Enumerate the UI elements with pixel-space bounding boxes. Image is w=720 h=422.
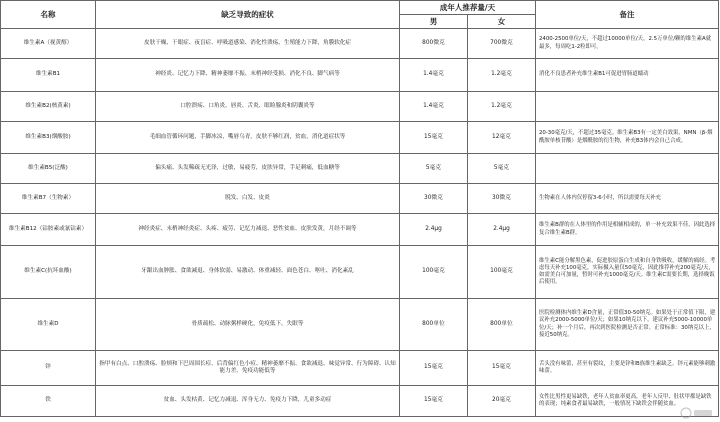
male-rda-cell: 5毫克 [400,154,468,184]
table-row [1,184,719,214]
symptoms-cell: 指甲有白点、口腔溃疡、脸颊和下巴周围长痘、后背偏红色小痘、精神萎靡不振、食欲减退、味觉异常、行为障碍、认知能力差、免疫功能低等 [96,351,400,386]
notes-cell: 维生素C能分解黑色素，促进胶原蛋白生成和自身铁吸收，缓解的痛经。考虑每天补充100毫克，实际摄入量仅50毫克，因此推荐补充200毫克/天，如需美白可加量，暂时可补充1000毫克/天。维生素C需要长期，选择晚饭后使用。 [536,246,719,299]
symptoms-cell: 毛细血管循环问题，手脚冰凉，嘴唇乌青，皮肤不够红润，贫血，消化道症状等 [96,122,400,154]
header-female: 女 [468,15,536,29]
male-rda-cell: 15毫克 [400,386,468,417]
male-rda-cell: 800单位 [400,299,468,351]
symptoms-cell: 牙龈出血肿胀、食欲减退、身体软弱、易激动、体重减轻、面色苍白、呕吐、消化紊乱 [96,246,400,299]
notes-cell: 消化不良患者补充维生素B1可促进胃肠道蠕动 [536,59,719,92]
vitamin-name-cell: 维生素B12（钴胺素或氰钴素） [1,214,96,246]
table-row [1,246,719,299]
header-name: 名称 [1,1,96,29]
symptoms-cell: 骨质疏松、动脉粥样硬化，免疫低下，失眠等 [96,299,400,351]
symptoms-cell: 神经炎、记忆力下降、精神萎靡不振、末梢神经受损、消化不良、脚气病等 [96,59,400,92]
watermark-logo [680,406,714,420]
table-row [1,154,719,184]
table-row [1,214,719,246]
male-rda-cell: 100毫克 [400,246,468,299]
notes-cell [536,154,719,184]
male-rda-cell: 30微克 [400,184,468,214]
female-rda-cell: 1.2毫克 [468,92,536,122]
symptoms-cell: 口腔溃疡、口角炎、唇炎、舌炎、眼睑腺炎和阴囊炎等 [96,92,400,122]
notes-cell: 20-30毫克/天，不超过35毫克。维生素B3有一定美白效果，NMN（β-烟酰胺单核苷酸）是烟酰胺的衍生物，补充B3体内会自己合成。 [536,122,719,154]
table-row [1,386,719,417]
female-rda-cell: 12毫克 [468,122,536,154]
vitamin-name-cell: 锌 [1,351,96,386]
vitamin-name-cell: 维生素B1 [1,59,96,92]
male-rda-cell: 15毫克 [400,351,468,386]
symptoms-cell: 神经炎症、末梢神经炎症、头疼、疲劳、记忆力减退、恶性贫血、皮肤发黄，月经不调等 [96,214,400,246]
female-rda-cell: 15毫克 [468,351,536,386]
female-rda-cell: 20毫克 [468,386,536,417]
header-notes: 备注 [536,1,719,29]
female-rda-cell: 2.4μg [468,214,536,246]
vitamin-name-cell: 维生素D [1,299,96,351]
table-row [1,29,719,59]
female-rda-cell: 700微克 [468,29,536,59]
header-adult-rda: 成年人推荐量/天 [400,1,536,15]
vitamin-name-cell: 维生素B3(烟酸胺) [1,122,96,154]
table-row [1,299,719,351]
header-male: 男 [400,15,468,29]
header-symptoms: 缺乏导致的症状 [96,1,400,29]
vitamin-name-cell: 铁 [1,386,96,417]
vitamin-name-cell: 维生素B2(核黄素) [1,92,96,122]
vitamin-name-cell: 维生素C(抗坏血酸) [1,246,96,299]
notes-cell: 舌头没有味蕾，甚至有裂纹，主要是锌和B族维生素缺乏。锌元素能够刺激味蕾。 [536,351,719,386]
table-row [1,59,719,92]
table-row [1,122,719,154]
male-rda-cell: 800微克 [400,29,468,59]
symptoms-cell: 贫血、头发枯黄、记忆力减退、浑身无力、免疫力下降，儿童多动症 [96,386,400,417]
male-rda-cell: 1.4毫克 [400,92,468,122]
notes-cell: 女性比男性更易缺铁，老年人贫血率更高，老年人反甲、肚状甲都是缺铁的表现；纯素食者最易缺铁，一般情况下缺铁会伴随贫血。 [536,386,719,417]
female-rda-cell: 100毫克 [468,246,536,299]
notes-cell: 生物素在人体内仅停留3-6小时，所以需要每天补充 [536,184,719,214]
table-row [1,351,719,386]
notes-cell: 医院检测体内维生素D含量，正常值30-50纳克。如果处于正常值下限，建议补充2000-5000单位/天；如果10纳克以下，建议补充5000-10000单位/天；补一个月后，再次到医院检测是否正常。正常标准：30纳克以上，接近50纳克。 [536,299,719,351]
vitamin-name-cell: 维生素B5(泛酸) [1,154,96,184]
symptoms-cell: 皮肤干燥、干眼症、夜盲症、呼吸道感染、消化性溃疡、生殖能力下降，角膜软化症 [96,29,400,59]
notes-cell: 维生素B群的在人体里的作用是相辅相成的，单一补充效果不佳，因此选择复合维生素B群。 [536,214,719,246]
female-rda-cell: 30微克 [468,184,536,214]
vitamin-name-cell: 维生素B7（生物素） [1,184,96,214]
table-row [1,92,719,122]
male-rda-cell: 2.4μg [400,214,468,246]
male-rda-cell: 1.4毫克 [400,59,468,92]
vitamin-name-cell: 维生素A（视黄醇） [1,29,96,59]
female-rda-cell: 5毫克 [468,154,536,184]
notes-cell: 2400-2500单位/天，不超过10000单位/天。2.5万单位/颗的维生素A就最多，每周吃1-2粒即可。 [536,29,719,59]
female-rda-cell: 1.2毫克 [468,59,536,92]
male-rda-cell: 15毫克 [400,122,468,154]
symptoms-cell: 脱发、白发、皮炎 [96,184,400,214]
female-rda-cell: 800单位 [468,299,536,351]
notes-cell [536,92,719,122]
symptoms-cell: 偏头痛、头发稀疏无光泽，过敏，易疲劳，皮肤异常，手足刺痛，低血糖等 [96,154,400,184]
